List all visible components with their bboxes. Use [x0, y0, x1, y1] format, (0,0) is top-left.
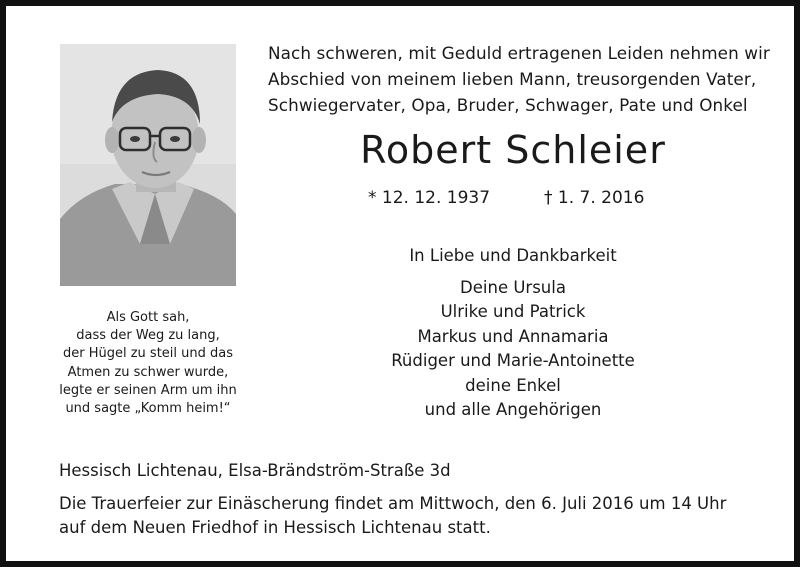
- mourner-entry: Deine Ursula: [460, 278, 566, 297]
- poem-line: und sagte „Komm heim!“: [65, 401, 231, 417]
- intro-line: Schwiegervater, Opa, Bruder, Schwager, Pate und Onkel: [268, 95, 748, 115]
- intro-text: [268, 40, 770, 118]
- poem-line: Als Gott sah,: [106, 310, 190, 325]
- birth-date: * 12. 12. 1937: [368, 188, 491, 208]
- death-date: † 1. 7. 2016: [544, 188, 645, 208]
- poem-line: legte er seinen Arm um ihn: [59, 382, 237, 398]
- mourner-entry: und alle Angehörigen: [424, 400, 602, 420]
- portrait-illustration: [60, 44, 236, 286]
- address: Hessisch Lichtenau, Elsa-Brändström-Straße 3d: [59, 461, 451, 480]
- poem-line: dass der Weg zu lang,: [76, 328, 220, 344]
- service-line: Die Trauerfeier zur Einäscherung findet am Mittwoch, den 6. Juli 2016 um 14 Uhr: [59, 494, 727, 513]
- poem: [50, 309, 246, 418]
- poem-line: Atmen zu schwer wurde,: [67, 364, 229, 380]
- poem-line: der Hügel zu steil und das: [62, 346, 233, 362]
- mourner-entry: Markus und Annamaria: [417, 326, 609, 346]
- mourner-entry: Rüdiger und Marie-Antoinette: [391, 351, 635, 371]
- mourner-entry: deine Enkel: [465, 375, 561, 395]
- intro-line: Nach schweren, mit Geduld ertragenen Leiden nehmen wir: [268, 43, 770, 63]
- deceased-name: Robert Schleier: [360, 128, 666, 172]
- intro-line: Abschied von meinem lieben Mann, treusorgenden Vater,: [268, 69, 757, 89]
- portrait-photo: [60, 44, 236, 286]
- service-line: auf dem Neuen Friedhof in Hessisch Lichtenau statt.: [59, 518, 491, 537]
- service-info: [59, 492, 779, 540]
- mourner-entry: Ulrike und Patrick: [440, 302, 586, 322]
- mourners-heading: In Liebe und Dankbarkeit: [409, 246, 617, 265]
- mourners-list: [268, 276, 758, 422]
